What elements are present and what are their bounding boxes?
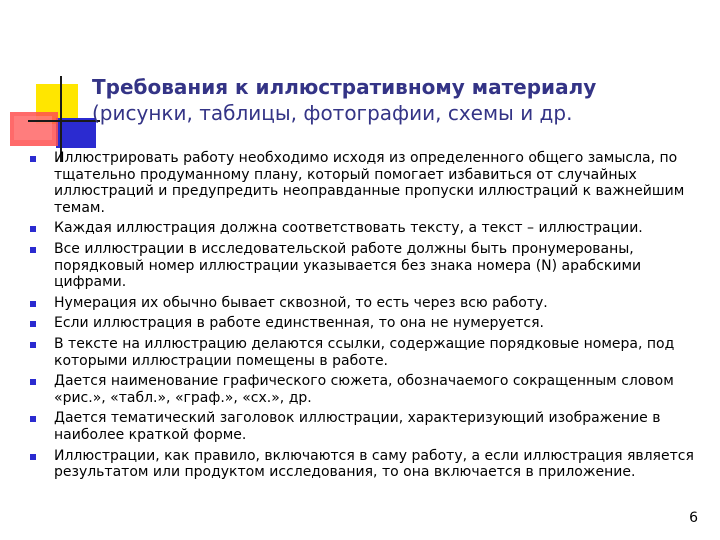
blue-square <box>56 118 96 148</box>
list-item-text: Дается тематический заголовок иллюстрации, характеризующий изображение в наиболее краткой форме. <box>54 410 661 443</box>
slide-title <box>92 74 702 126</box>
bullet-icon <box>30 301 36 307</box>
bullet-icon <box>30 342 36 348</box>
list-item-text: Каждая иллюстрация должна соответствовать тексту, а текст – иллюстрации. <box>54 220 643 237</box>
list-item-text: Все иллюстрации в исследовательской работе должны быть пронумерованы, порядковый номер иллюстрации указывается без знака номера (N) арабскими цифрами. <box>54 240 642 291</box>
title-line-2: (рисунки, таблицы, фотографии, схемы и др. <box>92 101 573 125</box>
bullet-icon <box>30 416 36 422</box>
bullet-list <box>30 150 710 485</box>
list-item <box>30 150 710 216</box>
list-item <box>30 448 710 481</box>
list-item <box>30 315 710 332</box>
decorative-squares <box>0 0 100 160</box>
bullet-icon <box>30 247 36 253</box>
bullet-icon <box>30 321 36 327</box>
page-number: 6 <box>689 510 698 526</box>
bullet-icon <box>30 156 36 162</box>
list-item <box>30 410 710 443</box>
list-item-text: Иллюстрировать работу необходимо исходя из определенного общего замысла, по тщательно продуманному плану, который помогает избавиться от случайных иллюстраций и предупредить неоправданные пропуски иллюстраций к важнейшим темам. <box>54 150 685 216</box>
list-item <box>30 373 710 406</box>
list-item <box>30 241 710 291</box>
bullet-icon <box>30 454 36 460</box>
list-item-text: Нумерация их обычно бывает сквозной, то есть через всю работу. <box>54 294 548 311</box>
list-item-text: Если иллюстрация в работе единственная, то она не нумеруется. <box>54 315 544 332</box>
list-item-text: Иллюстрации, как правило, включаются в саму работу, а если иллюстрация является результатом или продуктом исследования, то она включается в приложение. <box>54 447 694 481</box>
horizontal-line <box>28 120 100 122</box>
list-item <box>30 220 710 237</box>
title-line-1: Требования к иллюстративному материалу <box>92 75 597 99</box>
list-item <box>30 336 710 369</box>
list-item-text: В тексте на иллюстрацию делаются ссылки, содержащие порядковые номера, под которыми иллюстрации помещены в работе. <box>54 335 675 369</box>
bullet-icon <box>30 379 36 385</box>
list-item-text: Дается наименование графического сюжета, обозначаемого сокращенным словом «рис.», «табл.», «граф.», «сх.», др. <box>54 373 674 406</box>
bullet-icon <box>30 226 36 232</box>
list-item <box>30 295 710 312</box>
